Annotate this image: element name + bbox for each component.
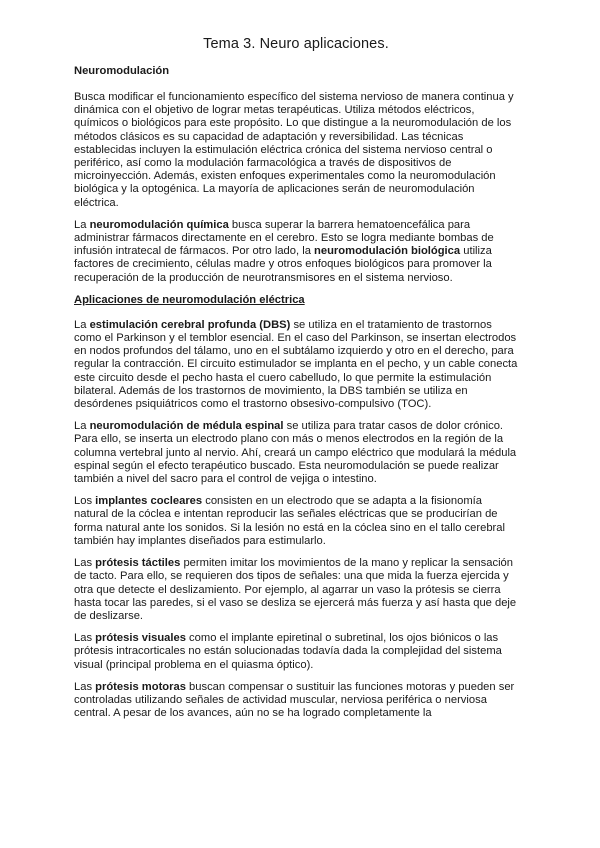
bold-term: neuromodulación química <box>89 218 229 231</box>
paragraph-visual <box>74 632 518 672</box>
text-run: utiliza factores de crecimiento, células madre y otros enfoques biológicos para promover la recuperación de la producción de neurotransmisores en el sistema nervioso. <box>74 245 492 284</box>
text-run: Las <box>74 557 96 570</box>
text-run: La <box>74 218 90 231</box>
text-run: se utiliza en el tratamiento de trastornos como el Parkinson y el temblor esencial. En el caso del Parkinson, se insertan electrodos en nodos profundos del tálamo, uno en el subtálamo izquierdo y otro en el derecho, para regular la contracción. El circuito estimulador se implanta en el pecho, y un cable conecta este circuito desde el pecho hasta el cuero cabelludo, lo que permite la estimulación bilateral. Además de los trastornos de movimiento, la DBS también se utiliza en desórdenes psiquiátricos como el trastorno obsesivo-compulsivo (TOC). <box>74 318 518 411</box>
text-run: Los <box>74 495 96 508</box>
text-run: se utiliza para tratar casos de dolor crónico. Para ello, se inserta un electrodo plano con más o menos electrodos en la región de la columna vertebral junto al nervio. Ahí, creará un campo eléctrico que modulará la médula espinal según el efecto terapéutico buscado. Esta neuromodulación se puede realizar también a nivel del sacro para el control de vejiga o intestino. <box>74 420 517 486</box>
page-title: Tema 3. Neuro aplicaciones. <box>203 36 389 52</box>
bold-term: neuromodulación de médula espinal <box>89 420 284 433</box>
section-heading-neuromodulacion: Neuromodulación <box>74 65 170 77</box>
section-heading-aplicaciones: Aplicaciones de neuromodulación eléctrica <box>74 293 305 306</box>
bold-term: estimulación cerebral profunda (DBS) <box>89 318 291 331</box>
paragraph-spinal <box>74 420 518 486</box>
paragraph-dbs <box>74 319 518 411</box>
text-run: consisten en un electrodo que se adapta a la fisionomía natural de la cóclea e intentan reproducir las señales eléctricas que se producirían de forma natural ante los sonidos. Si la lesión no está en la cóclea sino en el tallo cerebral también hay implantes diseñados para estimularlo. <box>74 495 505 547</box>
text-run: Las <box>74 632 96 645</box>
paragraph-cochlear <box>74 495 518 548</box>
bold-term: prótesis motoras <box>95 680 186 693</box>
text-run: La <box>74 318 90 331</box>
text-run: busca superar la barrera hematoencefálica para administrar fármacos directamente en el cerebro. Esto se logra mediante bombas de infusión intratecal de fármacos. Por otro lado, la <box>74 218 494 258</box>
paragraph-tactile <box>74 557 518 623</box>
text-run: como el implante epiretinal o subretinal, los ojos biónicos o las prótesis intracorticales no están solucionadas todavía dada la complejidad del sistema visual (principal problema en el quiasma óptico). <box>74 632 502 671</box>
text-run: permiten imitar los movimientos de la mano y replicar la sensación de tacto. Para ello, se requieren dos tipos de señales: una que mida la fuerza ejercida y otra que detecte el deslizamiento. Por ejemplo, al agarrar un vaso la prótesis se cierra hasta tocar las paredes, si el vaso se desliza se ejercerá más fuerza y así hasta que deje de deslizarse. <box>74 557 517 622</box>
paragraph-motor <box>74 681 518 721</box>
bold-term: neuromodulación biológica <box>314 245 461 258</box>
text-run: La <box>74 420 90 433</box>
paragraph-chemical-biological <box>74 219 518 285</box>
bold-term: implantes cocleares <box>95 495 203 508</box>
paragraph-intro: Busca modificar el funcionamiento específico del sistema nervioso de manera continua y dinámica con el objetivo de lograr metas terapéuticas. Utiliza métodos eléctricos, químicos o biológicos para este propósito. Lo que distingue a la neuromodulación de los métodos clásicos es su capacidad de adaptación y reversibilidad. Las técnicas establecidas incluyen la estimulación eléctrica crónica del sistema nervioso central o periférico, así como la modulación farmacológica a través de dispositivos de microinyección. Además, existen enfoques experimentales como la neuromodulación biológica y la optogénica. La mayoría de aplicaciones serán de neuromodulación eléctrica. <box>74 91 514 209</box>
bold-term: prótesis visuales <box>95 632 186 645</box>
text-run: buscan compensar o sustituir las funciones motoras y pueden ser controladas utilizando señales de actividad muscular, nerviosa periférica o nerviosa central. A pesar de los avances, aún no se ha logrado completamente la <box>74 680 515 720</box>
bold-term: prótesis táctiles <box>95 557 181 570</box>
text-run: Las <box>74 680 96 693</box>
